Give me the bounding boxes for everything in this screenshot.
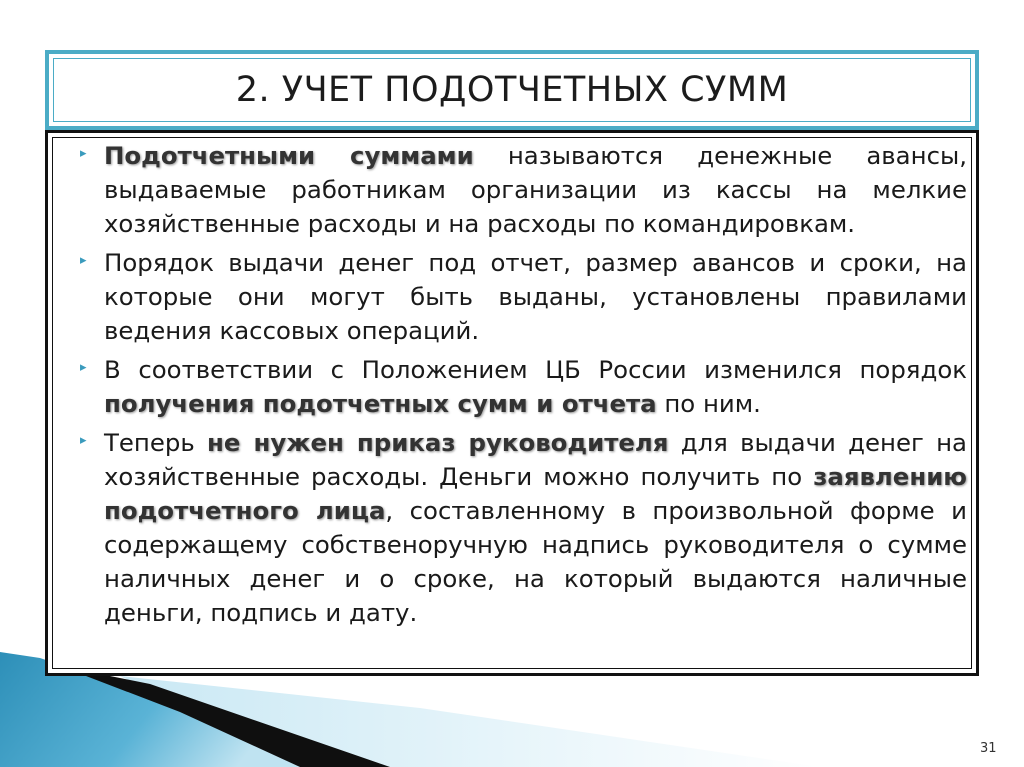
slide-title: 2. УЧЕТ ПОДОТЧЕТНЫХ СУММ	[235, 70, 789, 110]
body-text: называются денежные авансы, выдаваемые работникам организации из кассы на мелкие хозяйственные расходы и на расходы по командировкам.	[104, 141, 967, 238]
bullet-text	[104, 246, 967, 348]
bullet-text	[104, 139, 967, 241]
bullet-item	[48, 353, 976, 421]
bullet-text	[104, 426, 967, 630]
body-text: для выдачи денег на хозяйственные расходы. Деньги можно получить по	[104, 428, 968, 491]
slide-title-box	[45, 50, 979, 130]
emphasis-text: заявлению подотчетного лица	[104, 462, 967, 525]
emphasis-text: получения подотчетных сумм и отчета	[104, 389, 657, 418]
page-number: 31	[980, 741, 997, 756]
triangle-right-icon: ▸	[80, 253, 87, 268]
bullet-item	[48, 246, 976, 348]
bullet-list	[48, 139, 976, 635]
triangle-right-icon: ▸	[80, 360, 87, 375]
body-text: Порядок выдачи денег под отчет, размер авансов и сроки, на которые они могут быть выданы, установлены правилами ведения кассовых операций.	[104, 248, 967, 345]
triangle-right-icon: ▸	[80, 146, 87, 161]
triangle-right-icon: ▸	[80, 433, 87, 448]
body-text: Теперь	[104, 428, 208, 457]
emphasis-text: Подотчетными суммами	[104, 141, 474, 170]
content-box	[45, 130, 979, 676]
bullet-item	[48, 139, 976, 241]
body-text: В соответствии с Положением ЦБ России изменился порядок	[104, 355, 967, 384]
bullet-item	[48, 426, 976, 630]
body-text: , составленному в произвольной форме и содержащему собственоручную надпись руководителя о сумме наличных денег и о сроке, на который выдаются наличные деньги, подпись и дату.	[104, 496, 967, 627]
body-text: по ним.	[656, 389, 761, 418]
emphasis-text: не нужен приказ руководителя	[207, 428, 669, 457]
bullet-text	[104, 353, 967, 421]
